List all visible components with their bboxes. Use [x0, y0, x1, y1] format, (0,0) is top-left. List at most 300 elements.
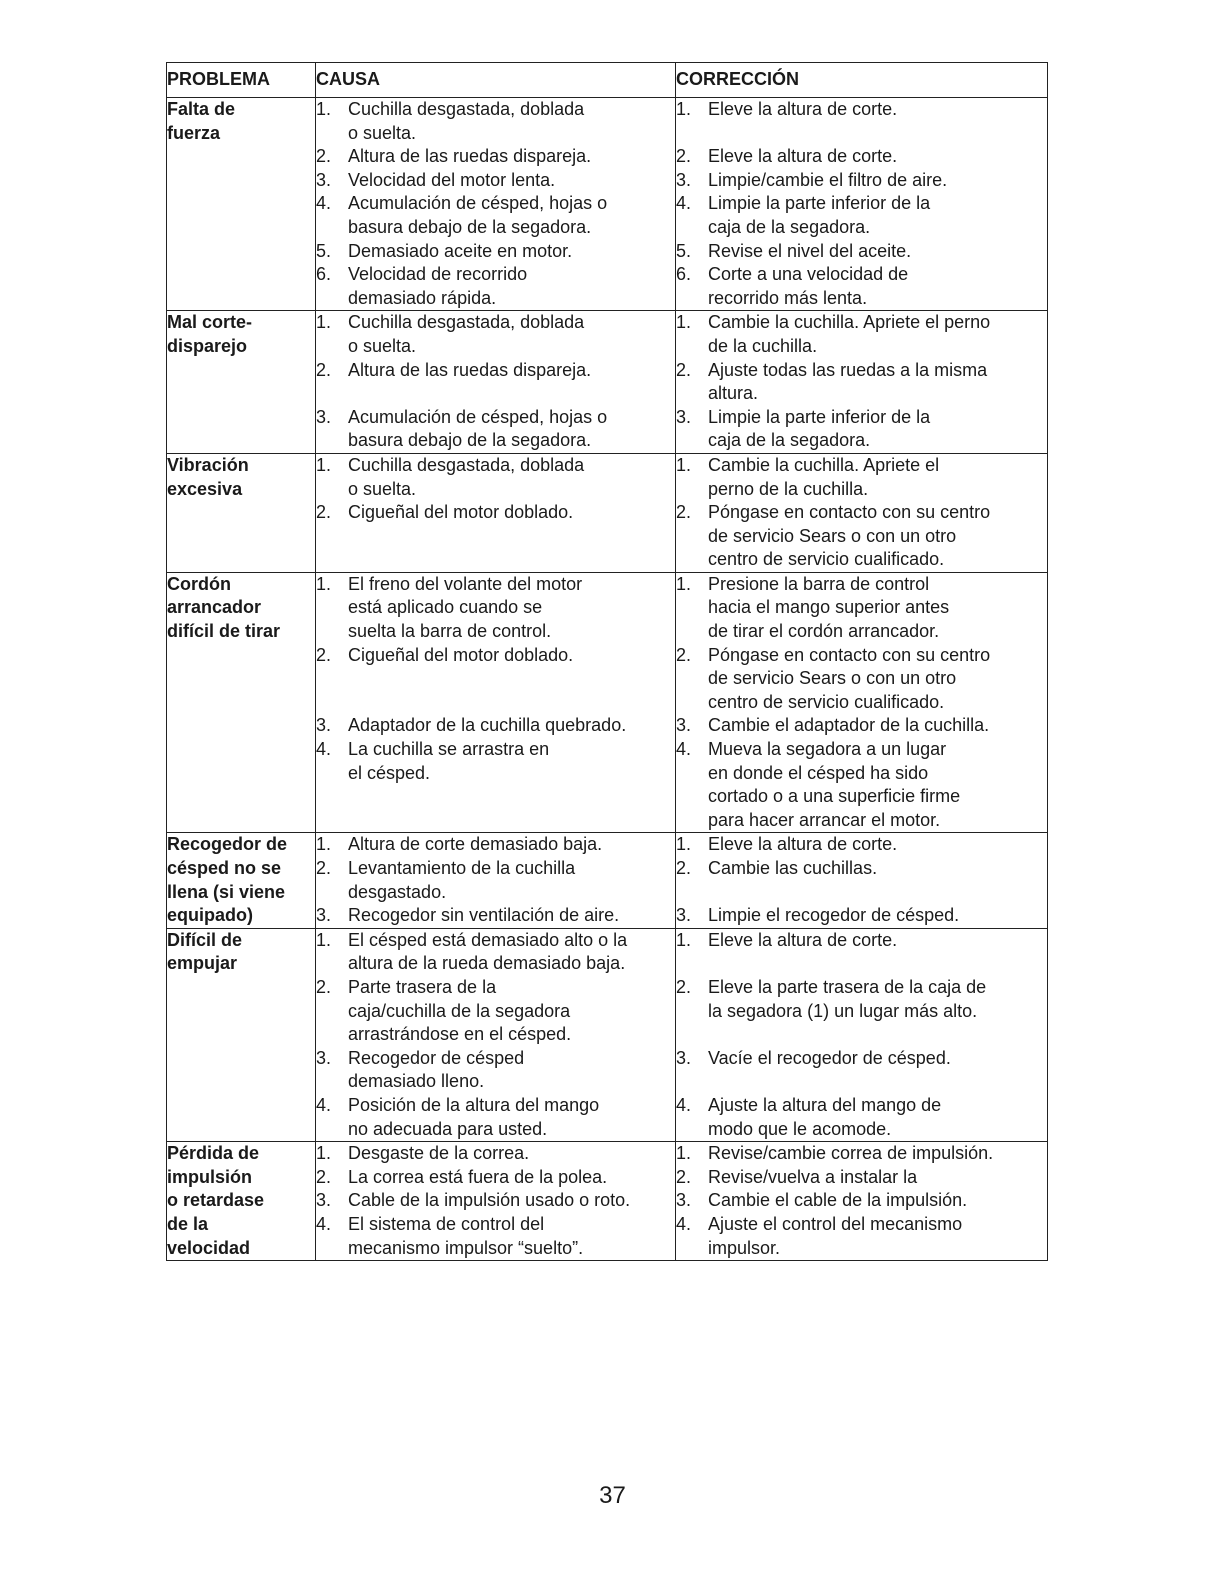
item-number: 4. [676, 193, 692, 214]
problem-line: empujar [167, 953, 238, 974]
list-item [316, 1094, 675, 1141]
item-text [708, 359, 1047, 406]
problem-line: impulsión [167, 1166, 252, 1187]
item-line: recorrido más lenta. [708, 287, 868, 308]
table-row [167, 1142, 1048, 1261]
item-text [348, 145, 675, 169]
list-item [676, 1189, 1047, 1213]
item-line: Altura de corte demasiado baja. [348, 834, 603, 855]
item-text [708, 406, 1047, 453]
header-causa: CAUSA [316, 63, 676, 98]
item-text [348, 359, 675, 383]
correccion-cell [676, 98, 1048, 311]
item-number: 3. [676, 406, 692, 427]
item-text [348, 1142, 675, 1166]
list-item [316, 644, 675, 668]
item-text [708, 929, 1047, 953]
list-item [676, 1166, 1047, 1190]
item-line: Cuchilla desgastada, doblada [348, 99, 585, 119]
item-number: 2. [316, 146, 332, 167]
item-text [348, 1189, 675, 1213]
item-text [348, 169, 675, 193]
item-number: 2. [676, 146, 692, 167]
item-line: impulsor. [708, 1237, 781, 1258]
item-text [348, 1094, 675, 1141]
item-number: 6. [676, 264, 692, 285]
item-text [708, 1047, 1047, 1071]
problem-cell [167, 453, 316, 572]
correccion-cell [676, 1142, 1048, 1261]
item-line: El sistema de control del [348, 1213, 545, 1234]
item-number: 3. [676, 169, 692, 190]
list-item [316, 406, 675, 453]
item-number: 2. [316, 976, 332, 997]
list-item [316, 738, 675, 785]
item-line: Revise el nivel del aceite. [708, 240, 912, 261]
problem-line: de la [167, 1213, 209, 1234]
item-line: Cambie el cable de la impulsión. [708, 1190, 968, 1211]
item-line: de la cuchilla. [708, 335, 818, 356]
item-number: 3. [316, 406, 332, 427]
item-line: perno de la cuchilla. [708, 478, 869, 499]
item-number: 3. [676, 1047, 692, 1068]
item-number: 4. [676, 1213, 692, 1234]
problem-line: césped no se [167, 858, 282, 878]
item-number: 2. [316, 644, 332, 665]
item-line: o suelta. [348, 478, 417, 499]
item-line: Parte trasera de la [348, 976, 497, 997]
item-number: 1. [316, 573, 332, 594]
item-text [348, 644, 675, 668]
list-item [676, 714, 1047, 738]
item-text [348, 454, 675, 501]
item-line: Demasiado aceite en motor. [348, 240, 573, 261]
correccion-cell [676, 453, 1048, 572]
list-item [676, 501, 1047, 572]
item-line: caja/cuchilla de la segadora [348, 1000, 571, 1021]
table-row [167, 572, 1048, 833]
problem-line: arrancador [167, 597, 262, 618]
item-line: está aplicado cuando se [348, 597, 543, 618]
list-item [676, 263, 1047, 310]
item-line: demasiado lleno. [348, 1071, 485, 1092]
list-item [316, 263, 675, 310]
item-text [348, 976, 675, 1047]
item-number: 2. [316, 1166, 332, 1187]
item-line: mecanismo impulsor “suelto”. [348, 1237, 584, 1258]
item-line: o suelta. [348, 122, 417, 143]
item-number: 5. [676, 240, 692, 261]
item-number: 1. [676, 929, 692, 950]
item-text [708, 263, 1047, 310]
item-line: Limpie la parte inferior de la [708, 406, 931, 427]
item-line: Eleve la altura de corte. [708, 929, 898, 950]
item-line: Ajuste el control del mecanismo [708, 1213, 963, 1234]
item-line: en donde el césped ha sido [708, 762, 929, 783]
item-line: o suelta. [348, 335, 417, 356]
item-line: El freno del volante del motor [348, 573, 583, 594]
list-item [316, 145, 675, 169]
item-line: caja de la segadora. [708, 430, 871, 451]
list-item [676, 311, 1047, 358]
item-line: Cigueñal del motor doblado. [348, 502, 574, 523]
item-text [708, 644, 1047, 715]
item-text [348, 192, 675, 239]
problem-line: Falta de [167, 99, 236, 119]
header-problema: PROBLEMA [167, 63, 316, 98]
item-line: Póngase en contacto con su centro [708, 502, 991, 523]
list-item [316, 573, 675, 644]
table-row [167, 833, 1048, 928]
item-line: Cigueñal del motor doblado. [348, 644, 574, 665]
item-line: Recogedor sin ventilación de aire. [348, 905, 620, 926]
causa-cell [316, 1142, 676, 1261]
causa-cell [316, 928, 676, 1141]
item-text [348, 1213, 675, 1260]
item-line: Recogedor de césped [348, 1047, 525, 1068]
causa-cell [316, 572, 676, 833]
item-number: 2. [676, 1166, 692, 1187]
item-number: 3. [316, 169, 332, 190]
list-item [316, 501, 675, 525]
item-number: 1. [676, 834, 692, 855]
correccion-cell [676, 311, 1048, 454]
list-item [676, 1094, 1047, 1141]
item-text [708, 169, 1047, 193]
list-item [316, 454, 675, 501]
item-text [708, 1213, 1047, 1260]
item-number: 3. [676, 1190, 692, 1211]
list-item [676, 240, 1047, 264]
list-item [676, 573, 1047, 644]
problem-line: llena (si viene [167, 881, 286, 902]
item-line: Eleve la altura de corte. [708, 834, 898, 855]
item-number: 3. [676, 715, 692, 736]
item-line: Cuchilla desgastada, doblada [348, 454, 585, 475]
item-number: 3. [316, 1047, 332, 1068]
list-item [676, 145, 1047, 169]
item-line: Eleve la altura de corte. [708, 146, 898, 167]
item-text [708, 1166, 1047, 1190]
list-item [676, 857, 1047, 881]
correccion-cell [676, 833, 1048, 928]
item-text [348, 263, 675, 310]
problem-line: difícil de tirar [167, 621, 281, 642]
item-line: Eleve la parte trasera de la caja de [708, 976, 987, 997]
item-text [708, 1189, 1047, 1213]
item-line: Limpie el recogedor de césped. [708, 905, 960, 926]
item-number: 4. [676, 1094, 692, 1115]
list-item [676, 98, 1047, 122]
item-text [348, 1166, 675, 1190]
item-line: no adecuada para usted. [348, 1118, 548, 1139]
item-line: centro de servicio cualificado. [708, 691, 945, 712]
item-number: 4. [316, 1213, 332, 1234]
item-number: 1. [676, 312, 692, 333]
list-item [316, 857, 675, 904]
spacer [316, 382, 675, 406]
item-line: demasiado rápida. [348, 287, 497, 308]
problem-line: Mal corte- [167, 312, 253, 333]
problem-cell [167, 928, 316, 1141]
item-text [708, 714, 1047, 738]
item-number: 4. [316, 739, 332, 760]
item-line: de servicio Sears o con un otro [708, 668, 957, 689]
problem-cell [167, 572, 316, 833]
item-number: 1. [316, 454, 332, 475]
item-line: arrastrándose en el césped. [348, 1024, 572, 1045]
item-text [348, 1047, 675, 1094]
item-line: hacia el mango superior antes [708, 597, 950, 618]
item-line: Ajuste todas las ruedas a la misma [708, 359, 988, 380]
item-number: 1. [316, 1143, 332, 1164]
item-line: Cambie la cuchilla. Apriete el [708, 454, 940, 475]
header-correccion: CORRECCIÓN [676, 63, 1048, 98]
problem-line: Pérdida de [167, 1143, 260, 1164]
item-text [708, 501, 1047, 572]
item-number: 5. [316, 240, 332, 261]
item-line: La cuchilla se arrastra en [348, 739, 550, 760]
item-line: Póngase en contacto con su centro [708, 644, 991, 665]
list-item [316, 1213, 675, 1260]
item-line: modo que le acomode. [708, 1118, 892, 1139]
list-item [316, 1166, 675, 1190]
spacer [676, 1023, 1047, 1047]
causa-cell [316, 833, 676, 928]
item-line: Revise/cambie correa de impulsión. [708, 1143, 994, 1164]
list-item [676, 1213, 1047, 1260]
item-line: Acumulación de césped, hojas o [348, 193, 608, 214]
item-line: caja de la segadora. [708, 216, 871, 237]
item-line: Limpie/cambie el filtro de aire. [708, 169, 948, 190]
problem-line: Cordón [167, 573, 231, 594]
item-text [708, 976, 1047, 1023]
problem-line: velocidad [167, 1237, 251, 1258]
list-item [316, 240, 675, 264]
list-item [676, 1047, 1047, 1071]
item-line: Corte a una velocidad de [708, 264, 909, 285]
problem-line: disparejo [167, 335, 248, 356]
item-line: desgastado. [348, 881, 447, 902]
item-line: la segadora (1) un lugar más alto. [708, 1000, 978, 1021]
item-line: Levantamiento de la cuchilla [348, 858, 576, 878]
table-row [167, 98, 1048, 311]
spacer [676, 952, 1047, 976]
list-item [316, 904, 675, 928]
item-number: 2. [676, 359, 692, 380]
item-text [348, 311, 675, 358]
item-text [348, 573, 675, 644]
problem-cell [167, 833, 316, 928]
list-item [316, 833, 675, 857]
item-line: El césped está demasiado alto o la [348, 929, 628, 950]
problem-cell [167, 311, 316, 454]
item-number: 1. [316, 929, 332, 950]
item-text [708, 240, 1047, 264]
item-text [708, 311, 1047, 358]
list-item [316, 714, 675, 738]
item-line: Cambie el adaptador de la cuchilla. [708, 715, 990, 736]
item-text [348, 714, 675, 738]
item-line: Altura de las ruedas dispareja. [348, 146, 592, 167]
item-number: 2. [676, 858, 692, 878]
problem-line: o retardase [167, 1190, 265, 1211]
item-text [348, 240, 675, 264]
item-number: 6. [316, 264, 332, 285]
table-row [167, 928, 1048, 1141]
item-text [348, 857, 675, 904]
table-row [167, 311, 1048, 454]
item-text [348, 501, 675, 525]
spacer [676, 881, 1047, 905]
header-row [167, 63, 1048, 98]
problem-line: Recogedor de [167, 834, 288, 855]
item-line: Mueva la segadora a un lugar [708, 739, 947, 760]
table-row [167, 453, 1048, 572]
item-line: Cuchilla desgastada, doblada [348, 312, 585, 333]
list-item [676, 359, 1047, 406]
item-line: el césped. [348, 762, 431, 783]
item-number: 1. [316, 312, 332, 333]
item-text [708, 738, 1047, 832]
item-line: de servicio Sears o con un otro [708, 525, 957, 546]
item-number: 2. [316, 359, 332, 380]
item-text [708, 1142, 1047, 1166]
list-item [316, 359, 675, 383]
item-number: 2. [316, 502, 332, 523]
list-item [676, 1142, 1047, 1166]
item-text [348, 98, 675, 145]
item-line: Desgaste de la correa. [348, 1143, 530, 1164]
item-number: 2. [676, 502, 692, 523]
item-number: 2. [316, 858, 332, 878]
problem-line: Vibración [167, 454, 249, 475]
item-number: 1. [676, 454, 692, 475]
spacer [316, 667, 675, 714]
list-item [316, 1189, 675, 1213]
list-item [676, 454, 1047, 501]
item-line: suelta la barra de control. [348, 621, 552, 642]
list-item [316, 1142, 675, 1166]
list-item [316, 929, 675, 976]
problem-line: equipado) [167, 905, 253, 926]
item-text [708, 192, 1047, 239]
item-text [708, 1094, 1047, 1141]
list-item [676, 976, 1047, 1023]
list-item [676, 192, 1047, 239]
item-text [708, 454, 1047, 501]
problem-cell [167, 98, 316, 311]
item-line: centro de servicio cualificado. [708, 549, 945, 570]
item-number: 4. [676, 739, 692, 760]
item-line: Cambie las cuchillas. [708, 858, 878, 878]
list-item [676, 929, 1047, 953]
item-line: Presione la barra de control [708, 573, 930, 594]
item-line: Velocidad del motor lenta. [348, 169, 556, 190]
item-line: Vacíe el recogedor de césped. [708, 1047, 951, 1068]
causa-cell [316, 311, 676, 454]
correccion-cell [676, 928, 1048, 1141]
spacer [676, 122, 1047, 146]
causa-cell [316, 453, 676, 572]
item-line: cortado o a una superficie firme [708, 786, 961, 807]
item-line: Eleve la altura de corte. [708, 99, 898, 119]
item-line: Posición de la altura del mango [348, 1094, 600, 1115]
item-number: 3. [316, 1190, 332, 1211]
item-number: 4. [316, 1094, 332, 1115]
item-text [708, 833, 1047, 857]
item-line: Revise/vuelva a instalar la [708, 1166, 918, 1187]
item-line: Ajuste la altura del mango de [708, 1094, 942, 1115]
spacer [676, 1070, 1047, 1094]
item-text [708, 145, 1047, 169]
item-number: 1. [676, 573, 692, 594]
item-line: Cambie la cuchilla. Apriete el perno [708, 312, 991, 333]
item-text [708, 904, 1047, 928]
item-number: 1. [676, 1143, 692, 1164]
list-item [316, 976, 675, 1047]
page-number: 37 [599, 1482, 626, 1509]
item-line: La correa está fuera de la polea. [348, 1166, 608, 1187]
item-line: Acumulación de césped, hojas o [348, 406, 608, 427]
item-number: 1. [316, 834, 332, 855]
item-line: Velocidad de recorrido [348, 264, 528, 285]
problem-cell [167, 1142, 316, 1261]
list-item [676, 833, 1047, 857]
item-number: 3. [676, 905, 692, 926]
item-line: altura de la rueda demasiado baja. [348, 953, 626, 974]
list-item [676, 644, 1047, 715]
item-number: 3. [316, 905, 332, 926]
item-number: 1. [316, 99, 332, 119]
table-body [167, 98, 1048, 1261]
item-line: Limpie la parte inferior de la [708, 193, 931, 214]
item-text [348, 406, 675, 453]
list-item [676, 169, 1047, 193]
item-text [708, 857, 1047, 881]
list-item [316, 311, 675, 358]
list-item [316, 1047, 675, 1094]
item-text [348, 929, 675, 976]
item-text [348, 833, 675, 857]
problem-line: Difícil de [167, 929, 243, 950]
list-item [316, 169, 675, 193]
list-item [316, 192, 675, 239]
troubleshooting-table [166, 62, 1048, 1261]
problem-line: excesiva [167, 478, 243, 499]
correccion-cell [676, 572, 1048, 833]
item-text [348, 738, 675, 785]
item-line: Altura de las ruedas dispareja. [348, 359, 592, 380]
item-line: basura debajo de la segadora. [348, 216, 592, 237]
item-number: 1. [676, 99, 692, 119]
item-number: 4. [316, 193, 332, 214]
item-text [708, 98, 1047, 122]
item-line: Cable de la impulsión usado o roto. [348, 1190, 631, 1211]
item-line: para hacer arrancar el motor. [708, 809, 941, 830]
item-number: 2. [676, 644, 692, 665]
list-item [316, 98, 675, 145]
item-text [348, 904, 675, 928]
item-line: altura. [708, 383, 759, 404]
item-line: basura debajo de la segadora. [348, 430, 592, 451]
list-item [676, 406, 1047, 453]
item-text [708, 573, 1047, 644]
list-item [676, 904, 1047, 928]
causa-cell [316, 98, 676, 311]
list-item [676, 738, 1047, 832]
item-number: 2. [676, 976, 692, 997]
